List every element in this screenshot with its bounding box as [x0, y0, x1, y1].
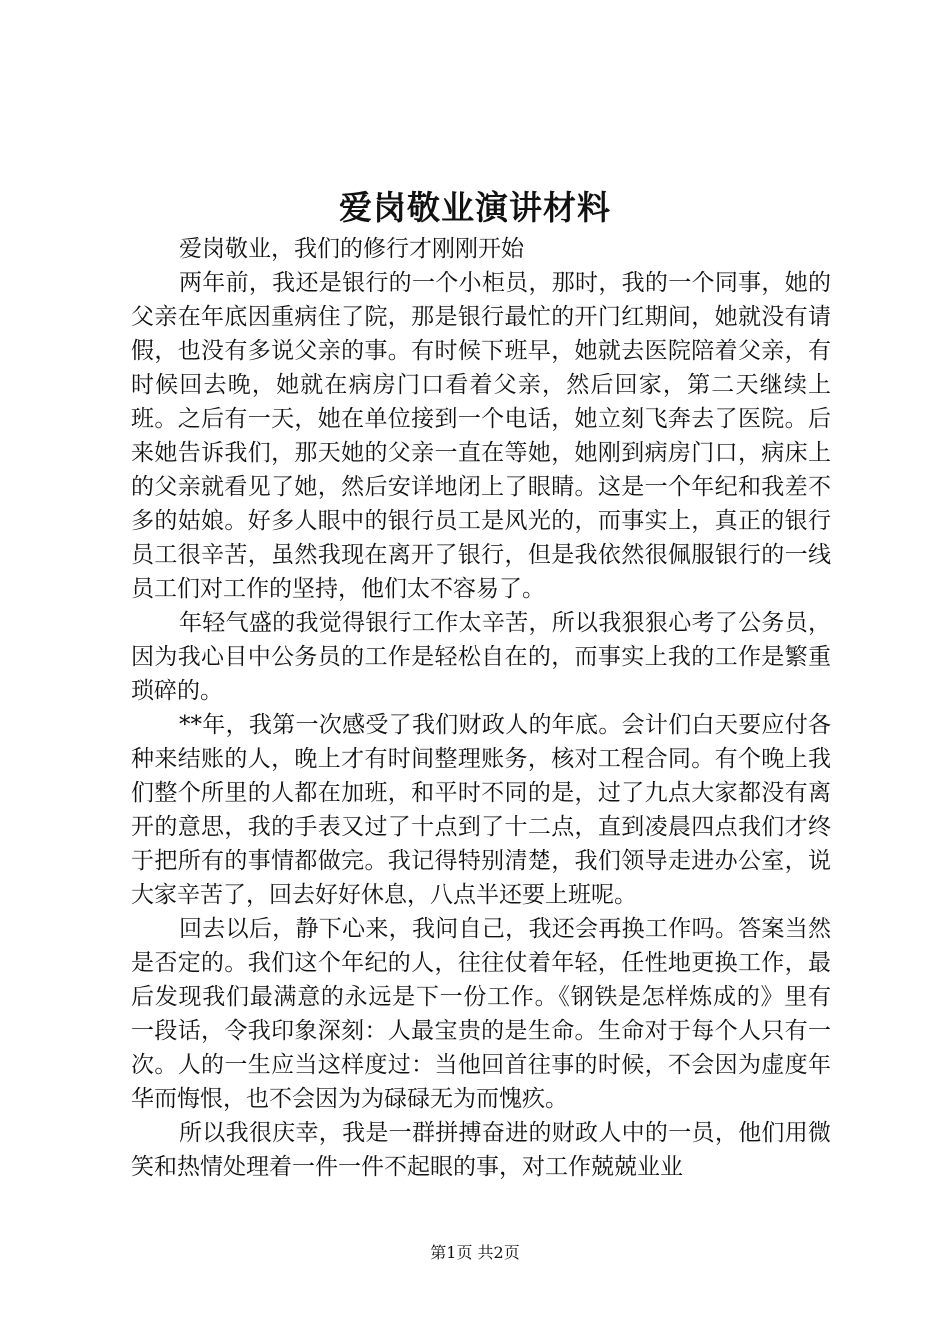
paragraph-bank-colleague: 两年前，我还是银行的一个小柜员，那时，我的一个同事，她的父亲在年底因重病住了院，那是银行最忙的开门红期间，她就没有请假，也没有多说父亲的事。有时候下班早，她就去医院陪着父亲，有时候回去晚，她就在病房门口看着父亲，然后回家，第二天继续上班。之后有一天，她在单位接到一个电话，她立刻飞奔去了医院。后来她告诉我们，那天她的父亲一直在等她，她刚到病房门口，病床上的父亲就看见了她，然后安详地闭上了眼睛。这是一个年纪和我差不多的姑娘。好多人眼中的银行员工是风光的，而事实上，真正的银行员工很辛苦，虽然我现在离开了银行，但是我依然很佩服银行的一线员工们对工作的坚持，他们太不容易了。 — [131, 270, 831, 602]
paragraph-conclusion: 所以我很庆幸，我是一群拼搏奋进的财政人中的一员，他们用微笑和热情处理着一件一件不起眼的事，对工作兢兢业业 — [131, 1120, 831, 1180]
document-body — [131, 232, 831, 1184]
paragraph-civil-servant: 年轻气盛的我觉得银行工作太辛苦，所以我狠狠心考了公务员，因为我心目中公务员的工作是轻松自在的，而事实上我的工作是繁重琐碎的。 — [131, 610, 831, 704]
page-title: 爱岗敬业演讲材料 — [339, 188, 611, 227]
paragraph-year-end: **年，我第一次感受了我们财政人的年底。会计们白天要应付各种来结账的人，晚上才有时间整理账务，核对工程合同。有个晚上我们整个所里的人都在加班，和平时不同的是，过了九点大家都没有离开的意思，我的手表又过了十点到了十二点，直到凌晨四点我们才终于把所有的事情都做完。我记得特别清楚，我们领导走进办公室，说大家辛苦了，回去好好休息，八点半还要上班呢。 — [131, 712, 831, 908]
paragraph-reflection: 回去以后，静下心来，我问自己，我还会再换工作吗。答案当然是否定的。我们这个年纪的人，往往仗着年轻，任性地更换工作，最后发现我们最满意的永远是下一份工作。《钢铁是怎样炼成的》里有一段话，令我印象深刻：人最宝贵的是生命。生命对于每个人只有一次。人的一生应当这样度过：当他回首往事的时候，不会因为虚度年华而悔恨，也不会因为为碌碌无为而愧疚。 — [131, 916, 831, 1112]
paragraph-subtitle: 爱岗敬业，我们的修行才刚刚开始 — [179, 236, 524, 262]
page-number: 第1页 共2页 — [430, 1243, 520, 1262]
